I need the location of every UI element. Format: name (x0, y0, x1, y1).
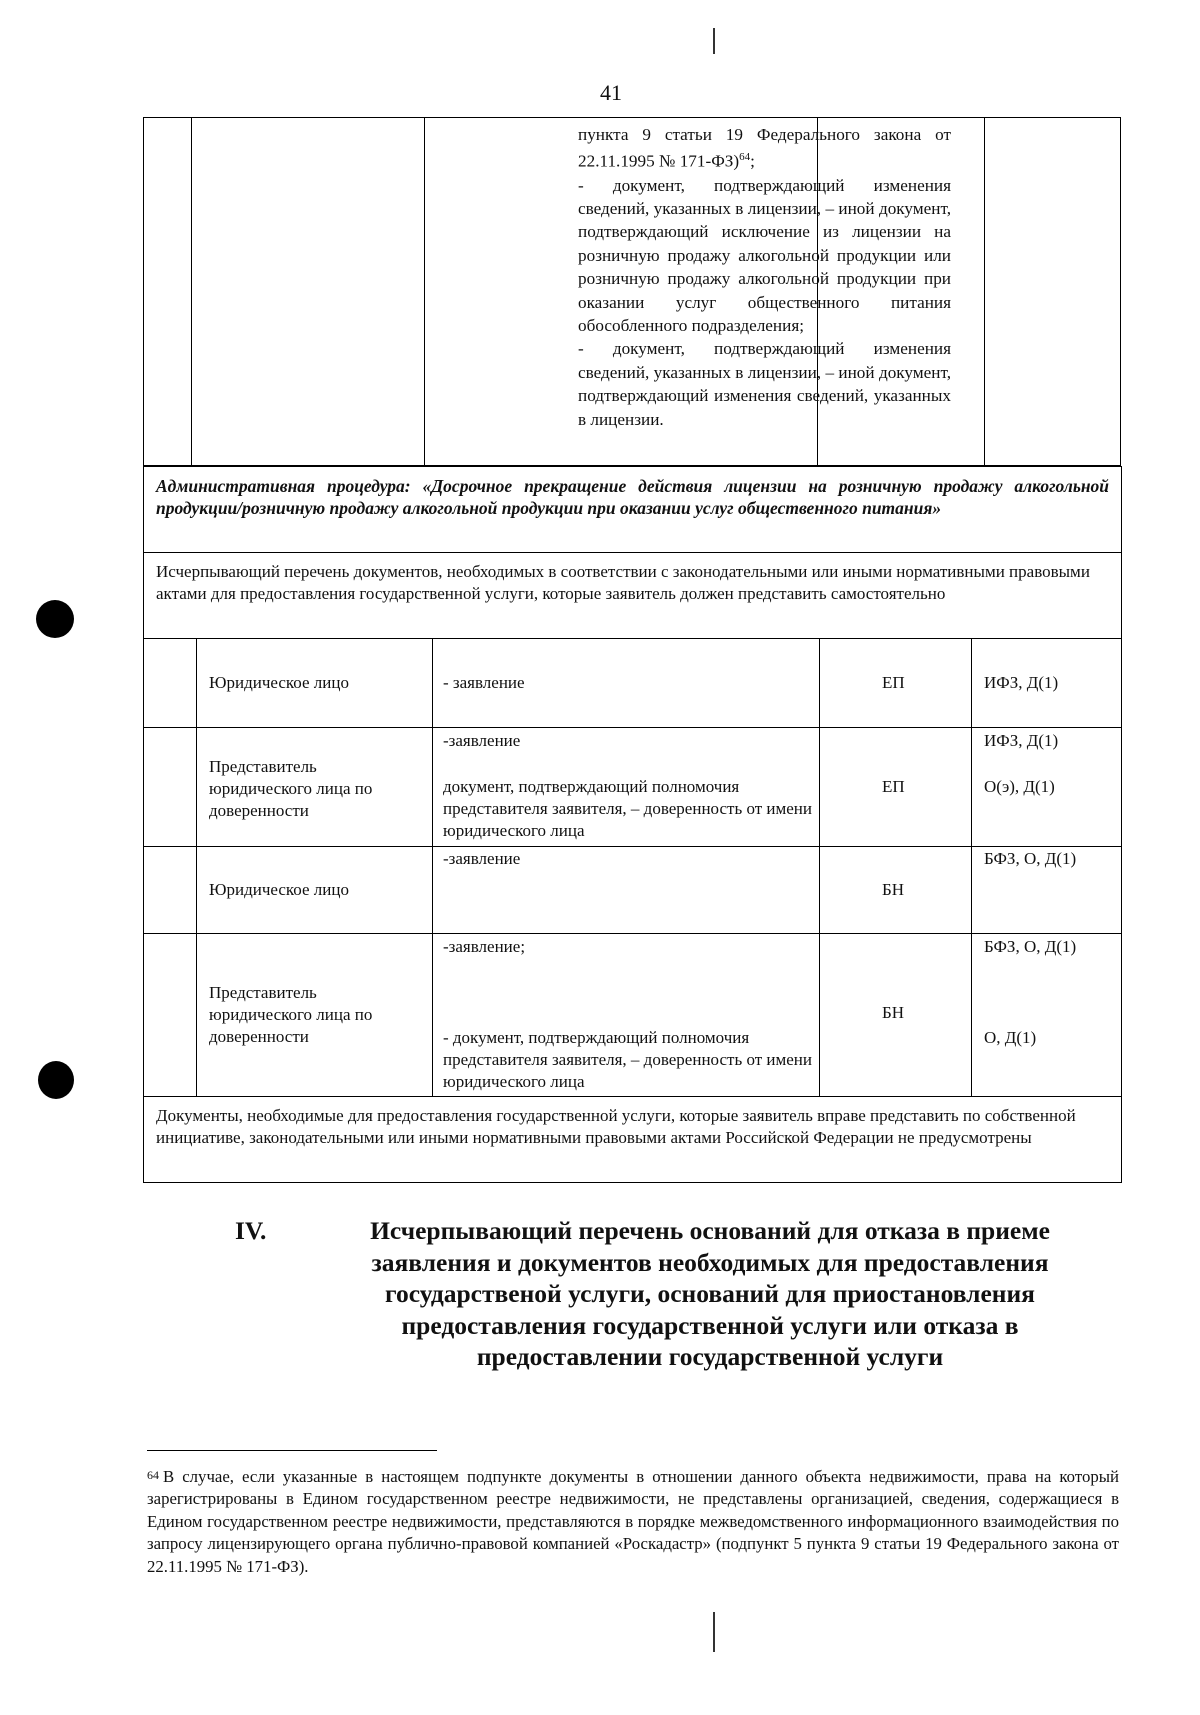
notes-cell: БФЗ, О, Д(1) (972, 847, 1122, 934)
punch-hole-bottom (38, 1061, 74, 1099)
section-number: IV. (235, 1216, 267, 1245)
form-cell: ЕП (820, 639, 972, 728)
scan-mark-top (713, 28, 715, 54)
form-cell: ЕП (820, 728, 972, 847)
section-title-line: заявления и документов необходимых для предоставления (371, 1247, 1049, 1277)
table-row (144, 847, 1122, 934)
procedure-title: Административная процедура: «Досрочное прекращение действия лицензии на розничную продажу алкогольной продукции/розничную продажу алкогольной продукции при оказании услуг общественного питания» (144, 467, 1122, 553)
footnote-text: В случае, если указанные в настоящем подпункте документы в отношении данного объекта недвижимости, права на который зарегистрированы в Едином государственном реестре недвижимости, не представлены организацией, сведения, содержащиеся в Едином государственном реестре недвижимости, представляются в порядке межведомственного информационного взаимодействия по запросу лицензирующего органа публично-правовой компанией «Роскадастр» (подпункт 5 пункта 9 статьи 19 Федерального закона от 22.11.1995 № 171-ФЗ). (147, 1467, 1119, 1576)
footnote-rule (147, 1450, 437, 1451)
scan-mark-bottom (713, 1612, 715, 1652)
table-row (144, 728, 1122, 847)
applicant-cell: Юридическое лицо (197, 847, 433, 934)
documents-cell: -заявление документ, подтверждающий полномочия представителя заявителя, – доверенность от имени юридического лица (433, 728, 820, 847)
applicant-cell: Представитель юридического лица по доверенности (197, 728, 433, 847)
form-cell: БН (820, 934, 972, 1097)
table-row (144, 639, 1122, 728)
footnote (147, 1466, 1119, 1578)
notes-cell: ИФЗ, Д(1) О(э), Д(1) (972, 728, 1122, 847)
documents-table (143, 466, 1122, 1183)
footnote-ref: 64 (739, 151, 751, 164)
section-title-line: предоставлении государственной услуги (476, 1342, 944, 1371)
documents-cell: -заявление; - документ, подтверждающий полномочия представителя заявителя, – доверенность от имени юридического лица (433, 934, 820, 1097)
col-divider-4 (984, 118, 985, 465)
punch-hole-top (36, 600, 74, 638)
required-docs-header: Исчерпывающий перечень документов, необходимых в соответствии с законодательными или иными нормативными правовыми актами для предоставления государственной услуги, которые заявитель должен представить самостоятельно (144, 553, 1122, 639)
documents-cell: - заявление (433, 639, 820, 728)
section-title-line: Исчерпывающий перечень оснований для отказа в приеме (370, 1216, 1050, 1245)
section-title-line: государственой услуги, оснований для приостановления (385, 1279, 1035, 1308)
continuation-line: - документ, подтверждающий изменения сведений, указанных в лицензии, – иной документ, подтверждающий исключение из лицензии на розничную продажу алкогольной продукции или розничную продажу алкогольной продукции при оказании услуг общественного питания обособленного подразделения; (578, 175, 951, 335)
table-row (144, 934, 1122, 1097)
continuation-document-text (578, 123, 951, 431)
notes-cell: БФЗ, О, Д(1) О, Д(1) (972, 934, 1122, 1097)
continuation-line: - документ, подтверждающий изменения сведений, указанных в лицензии, – иной документ, подтверждающий изменения сведений, указанных в лицензии. (578, 339, 951, 429)
form-cell: БН (820, 847, 972, 934)
continuation-line: пункта 9 статьи 19 Федерального закона от 22.11.1995 № 171-ФЗ)$^{64}$; (578, 125, 951, 172)
documents-cell: -заявление (433, 847, 820, 934)
optional-docs-text: Документы, необходимые для предоставления государственной услуги, которые заявитель вправе представить по собственной инициативе, законодательными или иными нормативными правовыми актами Российской Федерации не предусмотрены (144, 1097, 1122, 1183)
col-divider-1 (191, 118, 192, 465)
footnote-marker: 64 (147, 1468, 159, 1482)
section-title (307, 1215, 1113, 1373)
notes-cell: ИФЗ, Д(1) (972, 639, 1122, 728)
continuation-table (143, 117, 1121, 466)
applicant-cell: Юридическое лицо (197, 639, 433, 728)
col-divider-2 (424, 118, 425, 465)
applicant-cell: Представитель юридического лица по доверенности (197, 934, 433, 1097)
page-number: 41 (600, 80, 622, 105)
section-title-line: предоставления государственной услуги или отказа в (401, 1310, 1019, 1340)
